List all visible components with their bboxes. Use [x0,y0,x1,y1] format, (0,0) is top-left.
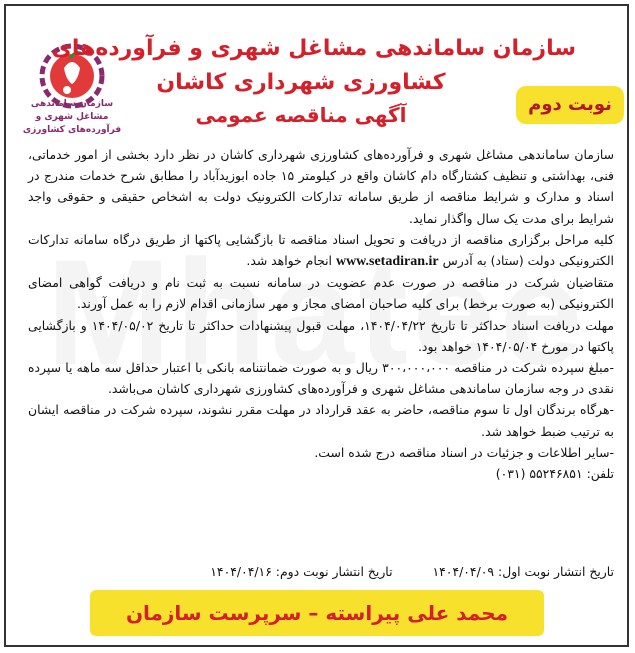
paragraph-intro: سازمان ساماندهی مشاغل شهری و فرآورده‌های کشاورزی شهرداری کاشان در نظر دارد بخشی از امور خدماتی، فنی، بهداشتی و تنظیف کشتارگاه دام کاشان واقع در کیلومتر ۱۵ جاده ابوزیدآباد را مطابق شرح خدمات مندرج در اسناد و مدارک و شرایط مناقصه از طریق سامانه تدارکات الکترونیک دولت به اشخاص حقیقی و حقوقی واجد شرایط برای مدت یک سال واگذار نماید. [28,147,614,226]
title-line-2: کشاورزی شهرداری کاشان [156,70,446,95]
second-publication-date: تاریخ انتشار نوبت دوم: ۱۴۰۴/۰۴/۱۶ [210,564,393,579]
paragraph-deposit: -مبلغ سپرده شرکت در مناقصه ۳۰۰،۰۰۰،۰۰۰ ریال و به صورت ضمانتنامه بانکی با اعتبار حداقل سه ماهه یا سپرده نقدی در وجه سازمان ساماندهی مشاغل شهری و فرآورده‌های کشاورزی شهرداری کاشان می‌باشد. [28,360,614,397]
header-titles [51,32,576,130]
signature-banner: محمد علی پیراسته – سرپرست سازمان [90,590,544,636]
logo-caption: سازمان ساماندهی مشاغل شهری و فرآورده‌های کشاورزی [22,99,122,135]
title-line-1: سازمان ساماندهی مشاغل شهری و فرآورده‌های [51,36,576,61]
announcement-body [28,144,614,484]
round-badge: نوبت دوم [516,86,624,124]
paragraph-registration: متقاضیان شرکت در مناقصه در صورت عدم عضویت در سامانه نسبت به ثبت نام و دریافت گواهی امضای الکترونیکی (به صورت برخط) برای کلیه صاحبان امضای مجاز و مهر سازمانی اقدام لازم را به عمل آورند. [28,275,614,312]
phone-number: تلفن: ۵۵۲۴۶۸۵۱ (۰۳۱) [495,466,614,482]
ad-frame [4,4,629,647]
procedure-end: انجام خواهد شد. [246,253,332,269]
procedure-text: کلیه مراحل برگزاری مناقصه از دریافت و تحویل اسناد مناقصه تا بازگشایی پاکتها از طریق درگاه سامانه تدارکات الکترونیکی دولت (ستاد) به آدرس [28,231,614,269]
paragraph-procedure [28,229,614,272]
paragraph-winners: -هرگاه برندگان اول تا سوم مناقصه، حاضر به عقد قرارداد در مهلت مقرر نشوند، سپرده شرکت در مناقصه ایشان به ترتیب ضبط خواهد شد. [28,402,614,439]
setad-link[interactable]: www.setadiran.ir [335,254,439,270]
paragraph-more-info: -سایر اطلاعات و جزئیات در اسناد مناقصه درج شده است. [314,444,614,460]
paragraph-deadlines: مهلت دریافت اسناد حداکثر تا تاریخ ۱۴۰۴/۰۴/۲۲، مهلت قبول پیشنهادات حداکثر تا تاریخ ۱۴۰۴/۰۵/۰۲ و بازگشایی پاکتها در مورخ ۱۴۰۴/۰۵/۰۴ خواهد بود. [28,317,614,354]
title-line-3: آگهی مناقصه عمومی [195,103,407,127]
first-publication-date: تاریخ انتشار نوبت اول: ۱۴۰۴/۰۴/۰۹ [432,564,614,579]
publication-dates [28,561,614,582]
